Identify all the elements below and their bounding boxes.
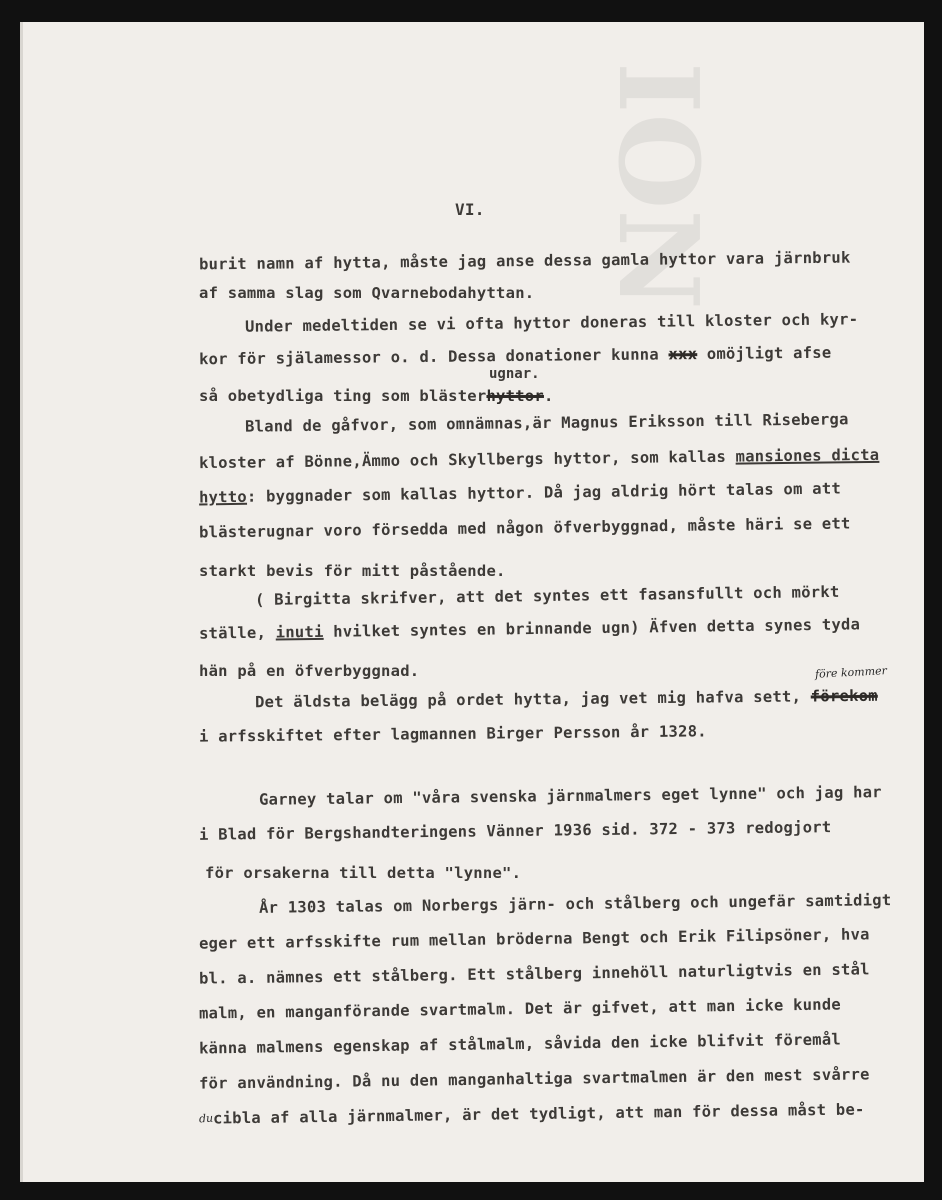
text-line-2: af samma slag som Qvarnebodahyttan.: [199, 284, 535, 302]
text-line-24: för användning. Då nu den manganhaltiga svartmalmen är den mest svårre: [198, 1065, 870, 1093]
text-line-12-after: hvilket syntes en brinnande ugn) Äfven detta synes tyda: [323, 615, 861, 641]
text-line-1: burit namn af hytta, måste jag anse dessa gamla hyttor vara järnbruk: [198, 248, 851, 274]
text-line-6: Bland de gåfvor, som omnämnas,är Magnus Eriksson till Riseberga: [244, 410, 849, 436]
text-line-12-before: ställe,: [198, 623, 276, 643]
text-line-5-after: .: [543, 387, 554, 405]
text-line-8: [199, 480, 841, 507]
text-line-20: eger ett arfsskifte rum mellan bröderna Bengt och Erik Filipsöner, hva: [198, 925, 870, 953]
struck-word-2: hyttor: [486, 387, 544, 405]
interlinear-insert: ugnar.: [489, 366, 540, 382]
text-line-16: Garney talar om "våra svenska järnmalmers eget lynne" och jag har: [258, 783, 882, 809]
bleed-through-text: ION: [594, 62, 723, 310]
text-line-7-before: kloster af Bönne,Ämmo och Skyllbergs hyttor, som kallas: [198, 447, 736, 473]
text-line-14: [255, 687, 878, 712]
text-line-23: känna malmens egenskap af stålmalm, såvida den icke blifvit föremål: [198, 1030, 842, 1058]
struck-word-1: xxx: [668, 345, 698, 364]
text-line-4-before: kor för själamessor o. d. Dessa donationer kunna: [198, 345, 669, 369]
text-line-4: [199, 344, 832, 369]
text-line-13: hän på en öfverbyggnad.: [199, 662, 420, 680]
text-line-8-after: : byggnader som kallas hyttor. Då jag aldrig hört talas om att: [246, 479, 842, 506]
text-line-19: År 1303 talas om Norbergs järn- och stålberg och ungefär samtidigt: [258, 891, 892, 917]
text-line-10: starkt bevis för mitt påstående.: [199, 562, 506, 580]
text-line-15: i arfsskiftet efter lagmannen Birger Persson år 1328.: [198, 722, 707, 746]
text-line-11: ( Birgitta skrifver, att det syntes ett fasansfullt och mörkt: [254, 582, 840, 610]
handwritten-note-2: du: [198, 1111, 214, 1126]
page-heading: VI.: [455, 200, 485, 219]
text-line-21: bl. a. nämnes ett stålberg. Ett stålberg innehöll naturligtvis en stål: [198, 960, 870, 988]
text-line-4-after: omöjligt afse: [697, 343, 832, 364]
struck-word-3: förekom: [810, 686, 878, 706]
text-line-3: Under medeltiden se vi ofta hyttor doneras till kloster och kyr-: [244, 310, 859, 336]
text-line-18: för orsakerna till detta "lynne".: [205, 864, 522, 882]
text-line-12: [199, 615, 860, 642]
text-line-14-before: Det äldsta belägg på ordet hytta, jag vet mig hafva sett,: [254, 687, 811, 712]
document-page: [20, 22, 924, 1182]
underlined-word-hytto: hytto: [198, 487, 248, 507]
text-line-17: i Blad för Bergshandteringens Vänner 1936 sid. 372 - 373 redogjort: [198, 818, 832, 844]
text-line-7: [199, 446, 879, 472]
underlined-word-inuti: inuti: [275, 622, 324, 642]
text-line-22: malm, en manganförande svartmalm. Det är gifvet, att man icke kunde: [198, 995, 842, 1023]
text-line-25: cibla af alla järnmalmer, är det tydligt, att man för dessa måst be-: [212, 1100, 865, 1128]
handwritten-note-1: före kommer: [814, 664, 888, 681]
text-line-5-before: så obetydliga ting som bläster: [199, 387, 487, 405]
underlined-phrase-1: mansiones dicta: [735, 445, 880, 466]
text-line-5: [199, 387, 554, 405]
text-line-9: blästerugnar voro försedda med någon öfverbyggnad, måste häri se ett: [198, 514, 851, 542]
